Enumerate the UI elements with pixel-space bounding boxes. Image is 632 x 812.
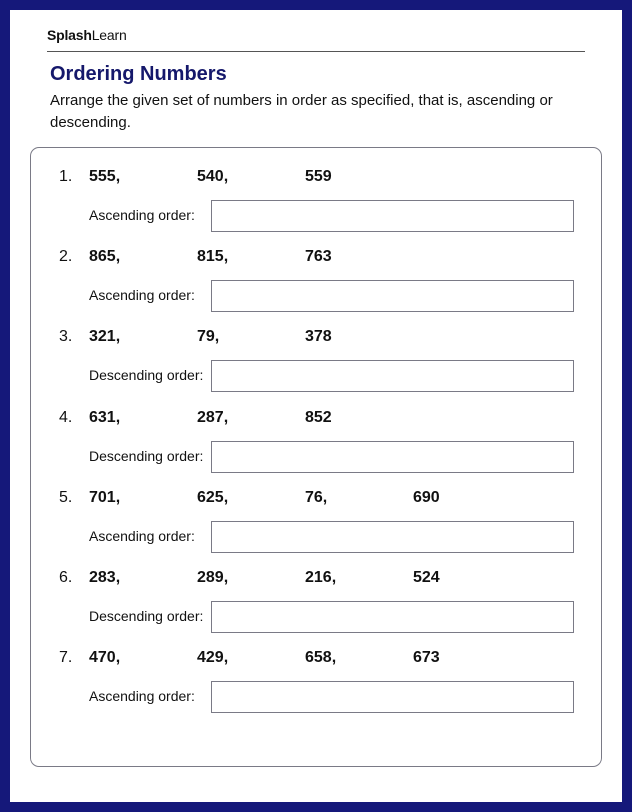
number-item: 287,	[197, 409, 229, 426]
number-item: 555,	[89, 168, 121, 185]
number-item: 540,	[197, 168, 229, 185]
number-item: 625,	[197, 489, 229, 506]
number-item: 524	[413, 569, 440, 586]
logo-bold: Splash	[47, 27, 92, 43]
number-item: 470,	[89, 649, 121, 666]
order-label: Ascending order:	[89, 528, 195, 544]
answer-box[interactable]	[211, 200, 574, 232]
worksheet-page	[10, 10, 622, 802]
question-number: 2.	[59, 248, 73, 265]
number-item: 673	[413, 649, 440, 666]
logo-light: Learn	[91, 27, 127, 43]
number-item: 658,	[305, 649, 337, 666]
number-item: 76,	[305, 489, 328, 506]
question-number: 6.	[59, 569, 73, 586]
question-3	[31, 328, 603, 408]
order-label: Descending order:	[89, 448, 204, 464]
order-label: Ascending order:	[89, 207, 195, 223]
number-item: 815,	[197, 248, 229, 265]
question-number: 5.	[59, 489, 73, 506]
splashlearn-logo	[47, 27, 127, 43]
questions-card	[30, 147, 602, 767]
answer-box[interactable]	[211, 280, 574, 312]
question-6	[31, 569, 603, 649]
answer-box[interactable]	[211, 681, 574, 713]
number-item: 763	[305, 248, 332, 265]
order-label: Ascending order:	[89, 688, 195, 704]
question-number: 3.	[59, 328, 73, 345]
number-item: 865,	[89, 248, 121, 265]
order-label: Descending order:	[89, 367, 204, 383]
answer-box[interactable]	[211, 441, 574, 473]
number-item: 283,	[89, 569, 121, 586]
number-item: 216,	[305, 569, 337, 586]
worksheet-title: Ordering Numbers	[50, 63, 227, 85]
number-item: 378	[305, 328, 332, 345]
number-item: 631,	[89, 409, 121, 426]
number-item: 852	[305, 409, 332, 426]
number-item: 321,	[89, 328, 121, 345]
question-number: 7.	[59, 649, 73, 666]
number-item: 690	[413, 489, 440, 506]
header-divider	[47, 51, 585, 52]
number-item: 289,	[197, 569, 229, 586]
question-1	[31, 168, 603, 248]
number-item: 559	[305, 168, 332, 185]
instructions: Arrange the given set of numbers in order as specified, that is, ascending or descending.	[50, 92, 553, 131]
question-4	[31, 409, 603, 489]
order-label: Ascending order:	[89, 287, 195, 303]
question-2	[31, 248, 603, 328]
answer-box[interactable]	[211, 521, 574, 553]
order-label: Descending order:	[89, 608, 204, 624]
number-item: 79,	[197, 328, 220, 345]
question-number: 1.	[59, 168, 73, 185]
question-7	[31, 649, 603, 729]
number-item: 701,	[89, 489, 121, 506]
question-number: 4.	[59, 409, 73, 426]
answer-box[interactable]	[211, 360, 574, 392]
answer-box[interactable]	[211, 601, 574, 633]
question-5	[31, 489, 603, 569]
number-item: 429,	[197, 649, 229, 666]
